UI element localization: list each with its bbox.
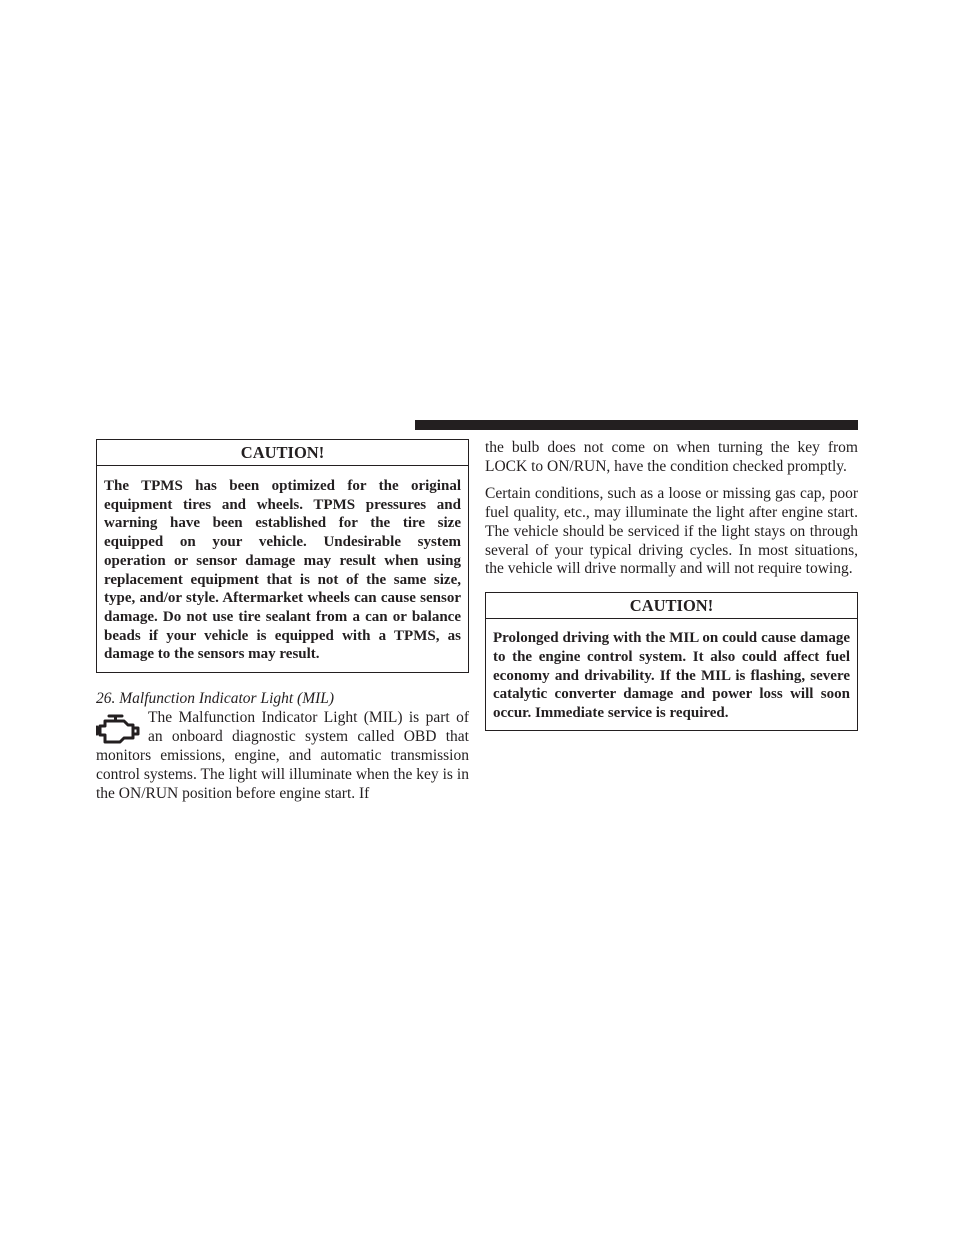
section-header-bar bbox=[415, 420, 858, 430]
caution-box-mil bbox=[485, 592, 858, 731]
caution-box-tpms bbox=[96, 439, 469, 673]
paragraph-conditions: Certain conditions, such as a loose or missing gas cap, poor fuel quality, etc., may illuminate the light after engine start. The vehicle should be serviced if the light stays on through several of your typical driving cycles. In most situations, the vehicle will drive normally and will not require towing. bbox=[485, 484, 858, 578]
right-column bbox=[485, 439, 858, 731]
caution-heading: CAUTION! bbox=[97, 440, 468, 466]
left-column bbox=[96, 439, 469, 804]
caution-heading: CAUTION! bbox=[486, 593, 857, 619]
mil-description bbox=[96, 709, 469, 804]
paragraph-bulb-check: the bulb does not come on when turning the key from LOCK to ON/RUN, have the condition checked promptly. bbox=[485, 439, 858, 475]
mil-paragraph: The Malfunction Indicator Light (MIL) is part of an onboard diagnostic system called OBD that monitors emissions, engine, and automatic transmission control systems. The light will illuminate when the key is in the ON/RUN position before engine start. If bbox=[96, 709, 469, 802]
section-title-mil: 26. Malfunction Indicator Light (MIL) bbox=[96, 690, 335, 708]
caution-text: The TPMS has been optimized for the original equipment tires and wheels. TPMS pressures and warning have been established for the tire size equipped on your vehicle. Undesirable system operation or sensor damage may result when using replacement equipment that is not of the same size, type, and/or style. Aftermarket wheels can cause sensor damage. Do not use tire sealant from a can or balance beads if your vehicle is equipped with a TPMS, as damage to the sensors may result. bbox=[104, 478, 461, 663]
check-engine-icon bbox=[96, 712, 142, 746]
caution-text: Prolonged driving with the MIL on could cause damage to the engine control system. It also could affect fuel economy and drivability. If the MIL is flashing, severe catalytic converter damage and power loss will soon occur. Immediate service is required. bbox=[493, 630, 850, 722]
